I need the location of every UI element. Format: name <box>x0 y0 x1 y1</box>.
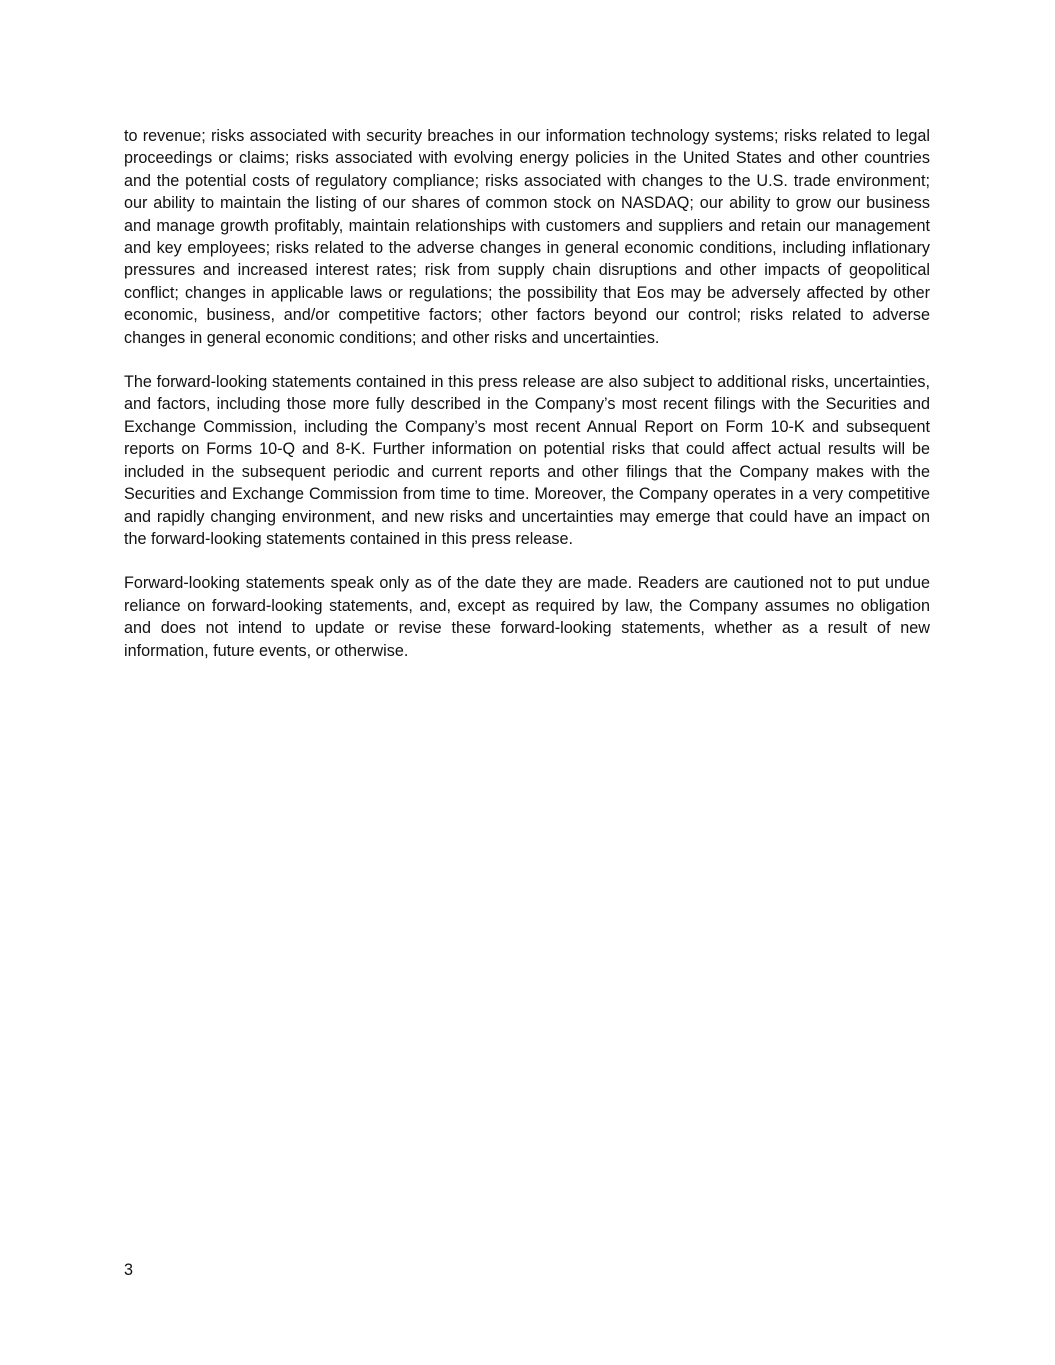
paragraph-forward-looking-disclaimer: Forward-looking statements speak only as of the date they are made. Readers are cautioned not to put undue reliance on forward-looking statements, and, except as required by law, the Company assumes no obligation and does not intend to update or revise these forward-looking statements, whether as a result of new information, future events, or otherwise. <box>124 574 930 660</box>
page-number: 3 <box>124 1261 134 1279</box>
document-body <box>124 125 930 684</box>
paragraph-additional-risks: The forward-looking statements contained in this press release are also subject to additional risks, uncertainties, and factors, including those more fully described in the Company’s most recent filings with the Securities and Exchange Commission, including the Company’s most recent Annual Report on Form 10-K and subsequent reports on Forms 10-Q and 8-K. Further information on potential risks that could affect actual results will be included in the subsequent periodic and current reports and other filings that the Company makes with the Securities and Exchange Commission from time to time. Moreover, the Company operates in a very competitive and rapidly changing environment, and new risks and uncertainties may emerge that could have an impact on the forward-looking statements contained in this press release. <box>124 373 930 548</box>
paragraph-risk-factors-continued: to revenue; risks associated with security breaches in our information technology systems; risks related to legal proceedings or claims; risks associated with evolving energy policies in the United States and other countries and the potential costs of regulatory compliance; risks associated with changes to the U.S. trade environment; our ability to maintain the listing of our shares of common stock on NASDAQ; our ability to grow our business and manage growth profitably, maintain relationships with customers and suppliers and retain our management and key employees; risks related to the adverse changes in general economic conditions, including inflationary pressures and increased interest rates; risk from supply chain disruptions and other impacts of geopolitical conflict; changes in applicable laws or regulations; the possibility that Eos may be adversely affected by other economic, business, and/or competitive factors; other factors beyond our control; risks related to adverse changes in general economic conditions; and other risks and uncertainties. <box>124 127 930 347</box>
